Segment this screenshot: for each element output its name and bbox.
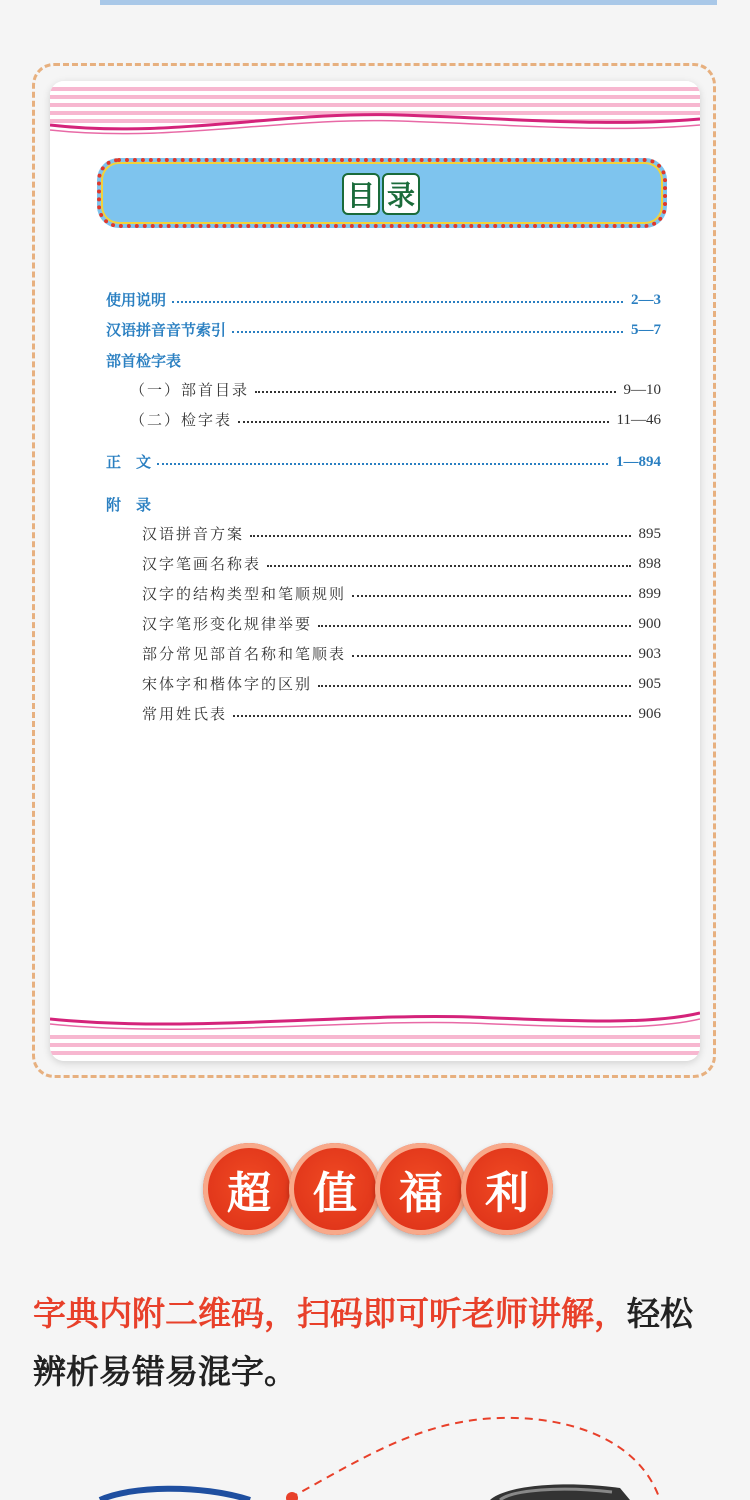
toc-title (342, 173, 420, 215)
toc-entry-page: 9—10 (623, 382, 661, 398)
toc-entry[interactable] (142, 644, 661, 664)
toc-entry-page: 895 (638, 526, 661, 542)
toc-entry-page: 906 (638, 706, 661, 722)
toc-entry-label: 使用说明 (106, 291, 167, 309)
dot-leader (352, 595, 630, 597)
radical-index-heading[interactable]: 部首检字表 (106, 352, 182, 370)
promo-text-line2: 辨析易错易混字。 (33, 1352, 297, 1391)
dot-leader (172, 301, 623, 303)
promo-highlight: 字典内附二维码，扫码即可听老师讲解， (33, 1294, 627, 1333)
dot-leader (318, 685, 630, 687)
toc-entry-label: 汉字笔画名称表 (142, 555, 262, 573)
promo-text (33, 1285, 723, 1401)
toc-entry[interactable] (142, 524, 661, 544)
title-char: 录 (382, 173, 420, 215)
welfare-char-circle: 值 (289, 1143, 381, 1235)
dot-leader (250, 535, 630, 537)
dot-leader (352, 655, 630, 657)
toc-entry-label: 部分常见部首名称和笔顺表 (142, 645, 347, 663)
welfare-char-circle: 超 (203, 1143, 295, 1235)
dot-leader (255, 391, 615, 393)
appendix-heading[interactable]: 附 录 (106, 496, 152, 514)
toc-entry[interactable] (142, 584, 661, 604)
toc-entry-page: 905 (638, 676, 661, 692)
toc-entry-page: 5—7 (631, 322, 661, 338)
dot-leader (238, 421, 609, 423)
toc-entry-label: （一）部首目录 (130, 381, 250, 399)
toc-entry-page: 11—46 (616, 412, 661, 428)
dot-leader (233, 715, 630, 717)
dot-leader (267, 565, 630, 567)
promo-text-tail: 轻松 (627, 1294, 693, 1333)
toc-entry-page: 899 (638, 586, 661, 602)
dot-leader (318, 625, 630, 627)
welfare-char-circle: 利 (461, 1143, 553, 1235)
toc-entry-label: 宋体字和楷体字的区别 (142, 675, 313, 693)
toc-entry-label: 汉语拼音音节索引 (106, 321, 227, 339)
welfare-badge-group (203, 1143, 547, 1235)
toc-entry-label: 常用姓氏表 (142, 705, 228, 723)
toc-entry-label: 汉语拼音方案 (142, 525, 245, 543)
toc-entry[interactable] (142, 674, 661, 694)
toc-entry[interactable] (142, 554, 661, 574)
dot-leader (232, 331, 623, 333)
toc-entry-label: 正 文 (106, 453, 152, 471)
toc-entry[interactable] (130, 410, 661, 430)
dot-leader (157, 463, 608, 465)
toc-entry-body[interactable] (106, 452, 661, 472)
top-stripe-decoration (50, 81, 700, 143)
toc-entry[interactable] (130, 380, 661, 400)
toc-entry-label: （二）检字表 (130, 411, 233, 429)
toc-entry-page: 900 (638, 616, 661, 632)
bottom-stripe-decoration (50, 1011, 700, 1061)
toc-entry[interactable] (106, 290, 661, 310)
toc-entry-page: 2—3 (631, 292, 661, 308)
toc-entry-label: 汉字笔形变化规律举要 (142, 615, 313, 633)
toc-entry-page: 1—894 (616, 454, 661, 470)
top-divider-bar (100, 0, 717, 5)
bottom-illustration (0, 1400, 750, 1500)
toc-entry-page: 903 (638, 646, 661, 662)
welfare-char-circle: 福 (375, 1143, 467, 1235)
toc-entry-label: 汉字的结构类型和笔顺规则 (142, 585, 347, 603)
toc-entry[interactable] (142, 704, 661, 724)
toc-entry[interactable] (106, 320, 661, 340)
toc-entry[interactable] (142, 614, 661, 634)
toc-entry-page: 898 (638, 556, 661, 572)
title-char: 目 (342, 173, 380, 215)
